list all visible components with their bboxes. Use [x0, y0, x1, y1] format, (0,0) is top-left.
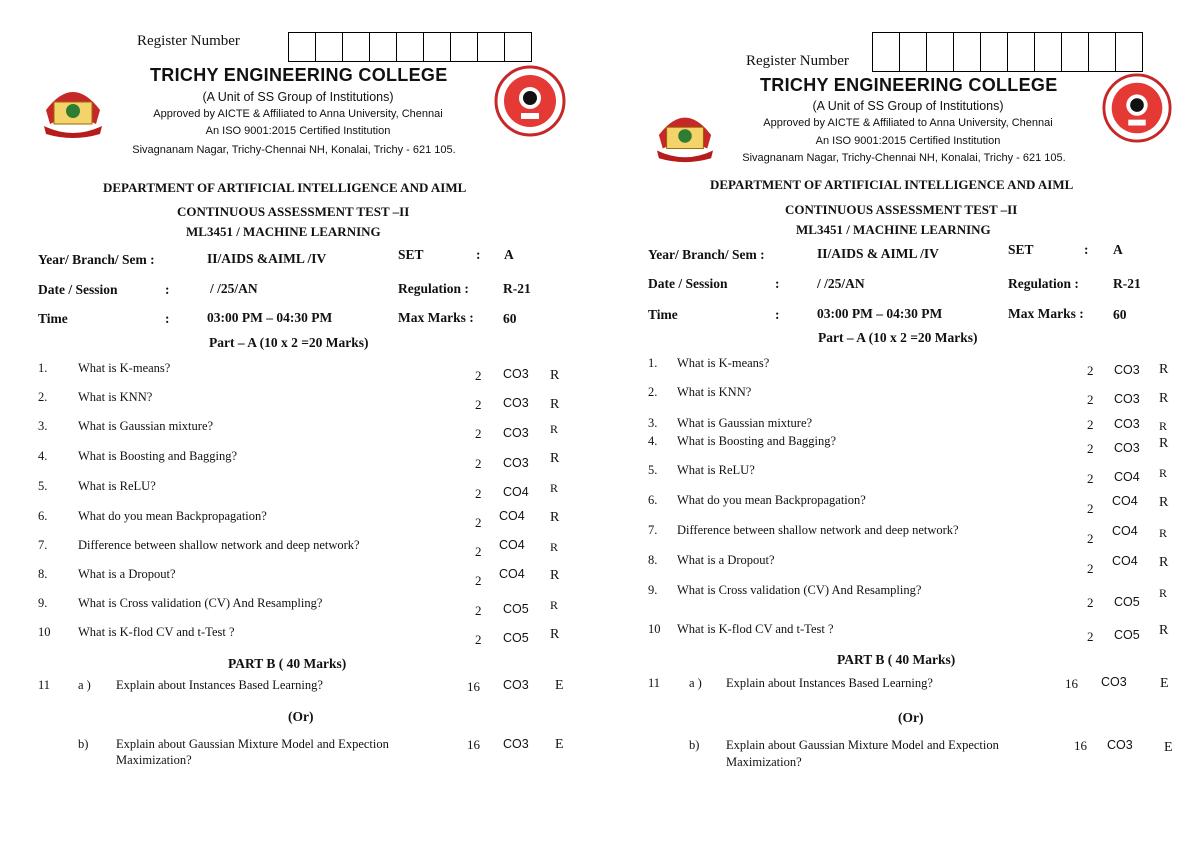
or-separator: (Or): [898, 710, 924, 725]
question-text: What is ReLU?: [677, 463, 755, 477]
question-co: CO3: [1114, 417, 1140, 431]
question-marks: 2: [475, 544, 482, 559]
college-name: TRICHY ENGINEERING COLLEGE: [150, 65, 448, 85]
date-colon: :: [165, 282, 170, 297]
question-marks: 16: [467, 679, 480, 694]
regulation-label: Regulation :: [398, 281, 469, 296]
question-level: R: [1159, 586, 1168, 600]
question-text: What is K-flod CV and t-Test ?: [677, 622, 834, 636]
question-marks: 2: [1087, 471, 1094, 486]
question-text: What is Boosting and Bagging?: [677, 434, 837, 448]
question-co: CO3: [1101, 675, 1127, 689]
question-level: R: [1159, 526, 1168, 540]
question-text: What is Boosting and Bagging?: [78, 449, 238, 463]
date-label: Date / Session: [648, 276, 728, 291]
question-marks: 2: [1087, 392, 1094, 407]
test-title: CONTINUOUS ASSESSMENT TEST –II: [785, 202, 1018, 217]
time-colon: :: [775, 307, 780, 322]
question-level: R: [1159, 391, 1169, 406]
college-crest-icon: [40, 80, 106, 140]
option-label: b): [78, 737, 89, 751]
question-co: CO3: [503, 456, 529, 470]
set-colon: :: [476, 247, 481, 262]
question-co: CO4: [1112, 554, 1138, 568]
question-marks: 2: [475, 632, 482, 647]
question-co: CO3: [503, 396, 529, 410]
or-separator: (Or): [288, 709, 314, 724]
question-level: R: [550, 510, 560, 525]
question-level: R: [1159, 419, 1168, 433]
question-number: 5.: [648, 463, 658, 477]
question-text: What is K-means?: [677, 356, 770, 370]
question-text: Difference between shallow network and deep network?: [677, 523, 959, 537]
time-colon: :: [165, 311, 170, 326]
college-unit: (A Unit of SS Group of Institutions): [202, 90, 394, 104]
right-question-paper: [600, 0, 1200, 849]
question-marks: 2: [1087, 441, 1094, 456]
question-level: E: [555, 678, 564, 693]
question-number: 3.: [648, 416, 658, 430]
question-text: What is a Dropout?: [677, 553, 775, 567]
institution-seal-icon: [1100, 72, 1174, 144]
college-address: Sivagnanam Nagar, Trichy-Chennai NH, Konalai, Trichy - 621 105.: [742, 152, 1066, 164]
question-text: Explain about Instances Based Learning?: [116, 678, 323, 692]
question-marks: 2: [475, 486, 482, 501]
college-name: TRICHY ENGINEERING COLLEGE: [760, 75, 1058, 95]
question-text: What is Cross validation (CV) And Resampling?: [677, 583, 922, 597]
question-text: What is K-flod CV and t-Test ?: [78, 625, 235, 639]
date-value: / /25/AN: [210, 281, 258, 296]
question-level: R: [1159, 623, 1169, 638]
question-text: What is Gaussian mixture?: [677, 416, 813, 430]
question-text: What do you mean Backpropagation?: [677, 493, 866, 507]
question-marks: 2: [1087, 629, 1094, 644]
question-number: 1.: [38, 361, 48, 375]
question-text: What is KNN?: [677, 385, 752, 399]
part-b-title: PART B ( 40 Marks): [228, 656, 347, 671]
college-crest-icon: [652, 106, 718, 164]
question-marks: 2: [1087, 501, 1094, 516]
question-text: What is Gaussian mixture?: [78, 419, 214, 433]
question-text: Difference between shallow network and deep network?: [78, 538, 360, 552]
question-marks: 16: [1074, 738, 1087, 753]
register-number-boxes[interactable]: [872, 32, 1143, 72]
question-number: 10: [38, 625, 51, 639]
course-title: ML3451 / MACHINE LEARNING: [186, 224, 381, 239]
question-number: 6.: [38, 509, 48, 523]
question-level: R: [550, 397, 560, 412]
date-value: / /25/AN: [817, 276, 865, 291]
question-number: 11: [648, 676, 661, 690]
question-marks: 16: [1065, 676, 1078, 691]
question-level: E: [1164, 740, 1173, 755]
question-marks: 2: [475, 515, 482, 530]
question-number: 11: [38, 678, 51, 692]
question-co: CO3: [503, 678, 529, 692]
question-co: CO3: [503, 367, 529, 381]
question-co: CO4: [499, 509, 525, 523]
register-number-boxes[interactable]: [288, 32, 532, 62]
college-unit: (A Unit of SS Group of Institutions): [812, 99, 1004, 113]
question-text: What is a Dropout?: [78, 567, 176, 581]
question-level: R: [550, 368, 560, 383]
date-label: Date / Session: [38, 282, 118, 297]
part-a-title: Part – A (10 x 2 =20 Marks): [818, 330, 978, 345]
question-text: Explain about Instances Based Learning?: [726, 676, 933, 690]
set-label: SET: [398, 247, 424, 262]
question-text-continued: Maximization?: [726, 755, 802, 769]
regulation-label: Regulation :: [1008, 276, 1079, 291]
time-label: Time: [648, 307, 678, 322]
set-label: SET: [1008, 242, 1034, 257]
question-number: 9.: [38, 596, 48, 610]
question-level: R: [550, 422, 559, 436]
question-co: CO3: [503, 737, 529, 751]
college-iso: An ISO 9001:2015 Certified Institution: [205, 125, 391, 137]
max-marks-label: Max Marks :: [398, 310, 474, 325]
college-approval: Approved by AICTE & Affiliated to Anna University, Chennai: [763, 117, 1053, 129]
question-number: 2.: [648, 385, 658, 399]
department-title: DEPARTMENT OF ARTIFICIAL INTELLIGENCE AND AIML: [103, 180, 467, 195]
question-co: CO4: [1112, 494, 1138, 508]
question-co: CO5: [1114, 628, 1140, 642]
question-co: CO3: [1114, 441, 1140, 455]
question-text: What do you mean Backpropagation?: [78, 509, 267, 523]
regulation-value: R-21: [1113, 276, 1141, 291]
max-marks-value: 60: [503, 311, 517, 326]
time-value: 03:00 PM – 04:30 PM: [207, 310, 333, 325]
question-level: R: [550, 627, 560, 642]
time-value: 03:00 PM – 04:30 PM: [817, 306, 943, 321]
question-level: R: [550, 598, 559, 612]
test-title: CONTINUOUS ASSESSMENT TEST –II: [177, 204, 410, 219]
option-label: b): [689, 738, 700, 752]
question-number: 5.: [38, 479, 48, 493]
question-number: 7.: [38, 538, 48, 552]
part-a-title: Part – A (10 x 2 =20 Marks): [209, 335, 369, 350]
question-number: 2.: [38, 390, 48, 404]
regulation-value: R-21: [503, 281, 531, 296]
option-label: a ): [78, 678, 91, 692]
question-marks: 2: [475, 456, 482, 471]
question-marks: 16: [467, 737, 480, 752]
question-marks: 2: [1087, 561, 1094, 576]
question-text: What is Cross validation (CV) And Resampling?: [78, 596, 323, 610]
department-title: DEPARTMENT OF ARTIFICIAL INTELLIGENCE AND AIML: [710, 177, 1074, 192]
question-co: CO4: [1112, 524, 1138, 538]
question-number: 8.: [38, 567, 48, 581]
register-number-label: Register Number: [746, 53, 849, 69]
question-marks: 2: [475, 397, 482, 412]
question-marks: 2: [475, 573, 482, 588]
question-number: 10: [648, 622, 661, 636]
question-level: R: [1159, 466, 1168, 480]
question-marks: 2: [1087, 417, 1094, 432]
question-level: R: [1159, 495, 1169, 510]
year-label: Year/ Branch/ Sem :: [648, 247, 765, 262]
question-text: What is ReLU?: [78, 479, 156, 493]
question-level: R: [1159, 362, 1169, 377]
institution-seal-icon: [492, 64, 568, 138]
question-co: CO3: [1114, 392, 1140, 406]
question-level: R: [550, 540, 559, 554]
question-number: 7.: [648, 523, 658, 537]
year-value: II/AIDS & AIML /IV: [817, 246, 939, 261]
question-level: R: [550, 568, 560, 583]
question-number: 4.: [38, 449, 48, 463]
question-number: 3.: [38, 419, 48, 433]
question-marks: 2: [475, 368, 482, 383]
question-co: CO4: [499, 567, 525, 581]
time-label: Time: [38, 311, 68, 326]
question-level: R: [1159, 555, 1169, 570]
question-co: CO5: [503, 602, 529, 616]
question-co: CO5: [1114, 595, 1140, 609]
question-number: 8.: [648, 553, 658, 567]
question-text-continued: Maximization?: [116, 753, 192, 767]
year-label: Year/ Branch/ Sem :: [38, 252, 155, 267]
question-marks: 2: [1087, 363, 1094, 378]
college-approval: Approved by AICTE & Affiliated to Anna University, Chennai: [153, 108, 443, 120]
question-number: 4.: [648, 434, 658, 448]
date-colon: :: [775, 276, 780, 291]
set-value: A: [504, 247, 514, 262]
question-co: CO4: [1114, 470, 1140, 484]
question-number: 9.: [648, 583, 658, 597]
question-level: R: [1159, 436, 1169, 451]
part-b-title: PART B ( 40 Marks): [837, 652, 956, 667]
question-co: CO3: [503, 426, 529, 440]
question-number: 1.: [648, 356, 658, 370]
question-text: Explain about Gaussian Mixture Model and Expection: [116, 737, 389, 751]
register-number-label: Register Number: [137, 33, 240, 49]
question-level: E: [1160, 676, 1169, 691]
set-colon: :: [1084, 242, 1089, 257]
college-address: Sivagnanam Nagar, Trichy-Chennai NH, Konalai, Trichy - 621 105.: [132, 144, 456, 156]
question-level: R: [550, 481, 559, 495]
question-co: CO4: [503, 485, 529, 499]
set-value: A: [1113, 242, 1123, 257]
max-marks-value: 60: [1113, 307, 1127, 322]
question-number: 6.: [648, 493, 658, 507]
question-text: Explain about Gaussian Mixture Model and Expection: [726, 738, 999, 752]
question-marks: 2: [475, 603, 482, 618]
question-marks: 2: [475, 426, 482, 441]
question-co: CO5: [503, 631, 529, 645]
question-level: E: [555, 737, 564, 752]
college-iso: An ISO 9001:2015 Certified Institution: [815, 135, 1001, 147]
question-text: What is K-means?: [78, 361, 171, 375]
option-label: a ): [689, 676, 702, 690]
question-co: CO4: [499, 538, 525, 552]
question-marks: 2: [1087, 531, 1094, 546]
question-marks: 2: [1087, 595, 1094, 610]
question-co: CO3: [1114, 363, 1140, 377]
course-title: ML3451 / MACHINE LEARNING: [796, 222, 991, 237]
year-value: II/AIDS &AIML /IV: [207, 251, 327, 266]
max-marks-label: Max Marks :: [1008, 306, 1084, 321]
question-co: CO3: [1107, 738, 1133, 752]
question-text: What is KNN?: [78, 390, 153, 404]
question-level: R: [550, 451, 560, 466]
